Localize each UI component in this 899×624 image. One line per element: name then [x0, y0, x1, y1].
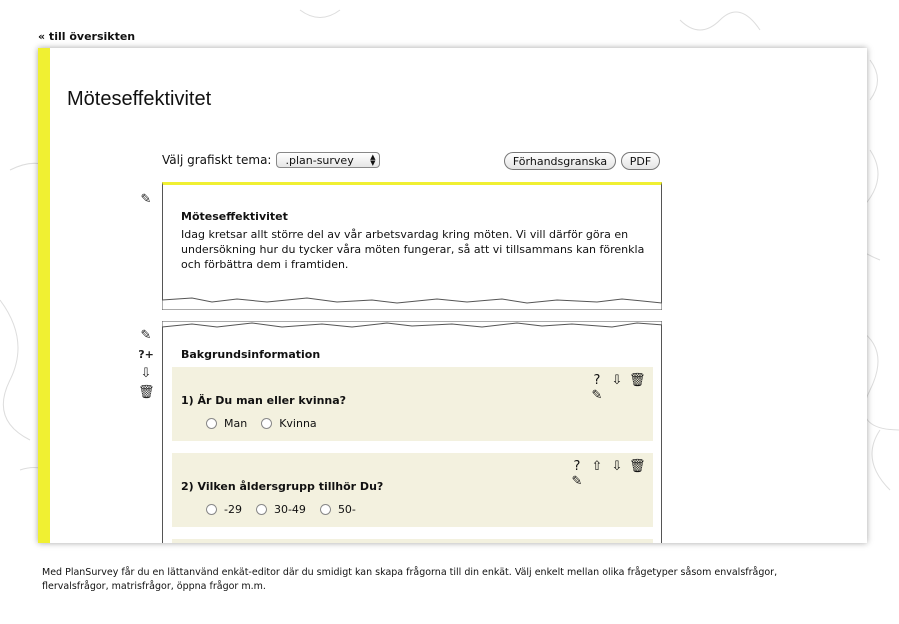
section-heading: Bakgrundsinformation: [181, 348, 321, 361]
accent-stripe: [38, 48, 50, 543]
add-question-icon[interactable]: ?+: [138, 348, 154, 361]
theme-label: Välj grafiskt tema:: [162, 153, 272, 167]
question-1: [172, 367, 653, 441]
move-down-icon[interactable]: ⇩: [611, 373, 623, 388]
trash-icon[interactable]: 🗑: [629, 373, 646, 388]
select-arrows-icon: ▲ ▼: [370, 153, 376, 167]
intro-card: [162, 182, 662, 310]
edit-section-icon[interactable]: ✎: [140, 328, 152, 343]
question-1-tools: [585, 373, 645, 403]
question-2-tools: [565, 459, 645, 489]
move-up-icon[interactable]: ⇧: [591, 459, 603, 474]
torn-edge-bottom: [162, 296, 662, 310]
question-options: [206, 503, 370, 516]
radio-option[interactable]: Man: [206, 417, 247, 430]
question-options: [206, 417, 331, 430]
radio-option[interactable]: -29: [206, 503, 242, 516]
torn-edge-top: [162, 321, 662, 331]
edit-intro-icon[interactable]: ✎: [140, 192, 152, 207]
trash-icon[interactable]: 🗑: [629, 459, 646, 474]
radio-option[interactable]: 30-49: [256, 503, 306, 516]
radio-option[interactable]: Kvinna: [261, 417, 316, 430]
preview-button[interactable]: Förhandsgranska: [504, 152, 616, 170]
radio-option[interactable]: 50-: [320, 503, 356, 516]
intro-heading: Möteseffektivitet: [181, 210, 288, 223]
theme-selected-value: .plan-survey: [285, 153, 354, 167]
question-title: 1) Är Du man eller kvinna?: [181, 394, 347, 407]
move-down-icon[interactable]: ⇩: [140, 366, 152, 381]
trash-icon[interactable]: 🗑: [138, 385, 155, 400]
theme-select[interactable]: [276, 152, 380, 168]
edit-question-icon[interactable]: ?✎: [591, 373, 603, 403]
intro-text: Idag kretsar allt större del av vår arbetsvardag kring möten. Vi vill därför göra en undersökning hur du tycker våra möten fungerar, så att vi tillsammans kan förenkla och förbättra dem i framtiden.: [181, 228, 645, 271]
editor-panel: [38, 48, 867, 543]
caption-text: Med PlanSurvey får du en lättanvänd enkät-editor där du smidigt kan skapa frågorna till din enkät. Välj enkelt mellan olika frågetyper såsom envalsfrågor, flervalsfrågor, matrisfrågor, öppna frågor m.m.: [42, 567, 778, 592]
section-card: [162, 322, 662, 543]
page-title: Möteseffektivitet: [67, 88, 212, 110]
edit-question-icon[interactable]: ?✎: [571, 459, 583, 489]
back-to-overview-link[interactable]: « till översikten: [38, 30, 136, 43]
move-down-icon[interactable]: ⇩: [611, 459, 623, 474]
pdf-button[interactable]: PDF: [621, 152, 660, 170]
question-2: [172, 453, 653, 527]
question-title: 2) Vilken åldersgrupp tillhör Du?: [181, 480, 384, 493]
question-3-partial: [172, 539, 653, 543]
theme-row: [162, 152, 380, 168]
